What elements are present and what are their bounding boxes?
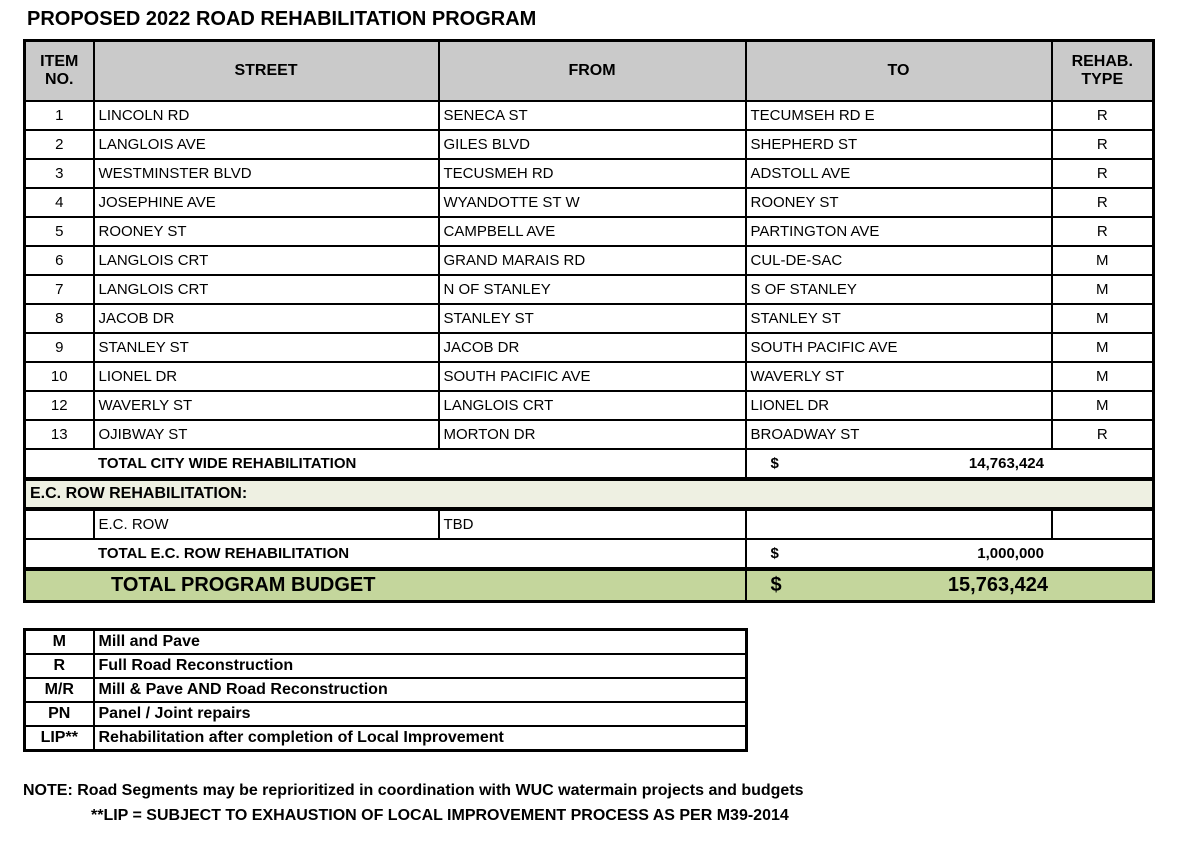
from-cell: SENECA ST bbox=[439, 101, 746, 130]
note bbox=[23, 778, 1152, 828]
rehab-type-cell: R bbox=[1052, 101, 1154, 130]
table-row bbox=[25, 159, 1154, 188]
to-cell bbox=[746, 509, 1052, 539]
legend-description: Rehabilitation after completion of Local Improvement bbox=[94, 726, 747, 751]
street-cell: STANLEY ST bbox=[94, 333, 439, 362]
ec-row-section-header bbox=[25, 479, 1154, 509]
legend-description: Full Road Reconstruction bbox=[94, 654, 747, 678]
legend-code: LIP** bbox=[25, 726, 94, 751]
currency-symbol: $ bbox=[770, 454, 779, 472]
from-cell: GRAND MARAIS RD bbox=[439, 246, 746, 275]
table-row bbox=[25, 188, 1154, 217]
total-program-budget-row bbox=[25, 569, 1154, 602]
from-cell: JACOB DR bbox=[439, 333, 746, 362]
total-program-budget-amount-cell bbox=[746, 569, 1154, 602]
legend-row bbox=[25, 678, 747, 702]
to-cell: CUL-DE-SAC bbox=[746, 246, 1052, 275]
rehab-type-cell: R bbox=[1052, 420, 1154, 449]
legend-code: R bbox=[25, 654, 94, 678]
note-text: Road Segments may be reprioritized in coordination with WUC watermain projects and budgets bbox=[77, 782, 804, 799]
table-row bbox=[25, 217, 1154, 246]
to-cell: S OF STANLEY bbox=[746, 275, 1052, 304]
to-cell: BROADWAY ST bbox=[746, 420, 1052, 449]
to-cell: WAVERLY ST bbox=[746, 362, 1052, 391]
total-city-wide-amount-cell bbox=[746, 449, 1154, 479]
street-cell: LANGLOIS AVE bbox=[94, 130, 439, 159]
item-no: 13 bbox=[25, 420, 94, 449]
rehab-type-cell: R bbox=[1052, 130, 1154, 159]
legend-code: PN bbox=[25, 702, 94, 726]
col-header-street: STREET bbox=[94, 41, 439, 102]
to-cell: SOUTH PACIFIC AVE bbox=[746, 333, 1052, 362]
rehab-type-cell bbox=[1052, 509, 1154, 539]
street-cell: ROONEY ST bbox=[94, 217, 439, 246]
rehab-type-legend bbox=[23, 628, 748, 752]
total-ec-row-amount-cell bbox=[746, 539, 1154, 569]
col-header-rehab-type: REHAB. TYPE bbox=[1052, 41, 1154, 102]
street-cell: OJIBWAY ST bbox=[94, 420, 439, 449]
street-cell: JOSEPHINE AVE bbox=[94, 188, 439, 217]
page-title: PROPOSED 2022 ROAD REHABILITATION PROGRAM bbox=[27, 8, 537, 30]
item-no: 7 bbox=[25, 275, 94, 304]
total-ec-row-amount: 1,000,000 bbox=[977, 544, 1044, 562]
table-row bbox=[25, 420, 1154, 449]
currency-symbol: $ bbox=[770, 544, 779, 562]
from-cell: N OF STANLEY bbox=[439, 275, 746, 304]
total-ec-row bbox=[25, 539, 1154, 569]
to-cell: PARTINGTON AVE bbox=[746, 217, 1052, 246]
legend-row bbox=[25, 630, 747, 655]
item-no bbox=[25, 509, 94, 539]
total-city-wide-amount: 14,763,424 bbox=[968, 454, 1044, 472]
col-header-from: FROM bbox=[439, 41, 746, 102]
ec-row-section-label: E.C. ROW REHABILITATION: bbox=[25, 479, 1154, 509]
item-no: 1 bbox=[25, 101, 94, 130]
table-row bbox=[25, 130, 1154, 159]
street-cell: WAVERLY ST bbox=[94, 391, 439, 420]
street-cell: LINCOLN RD bbox=[94, 101, 439, 130]
item-no: 4 bbox=[25, 188, 94, 217]
item-no: 8 bbox=[25, 304, 94, 333]
to-cell: STANLEY ST bbox=[746, 304, 1052, 333]
legend-row bbox=[25, 702, 747, 726]
street-cell: LANGLOIS CRT bbox=[94, 246, 439, 275]
col-header-item-no: ITEM NO. bbox=[25, 41, 94, 102]
legend-code: M/R bbox=[25, 678, 94, 702]
street-cell: JACOB DR bbox=[94, 304, 439, 333]
from-cell: SOUTH PACIFIC AVE bbox=[439, 362, 746, 391]
item-no: 12 bbox=[25, 391, 94, 420]
road-program-table bbox=[23, 39, 1155, 603]
note-line-1 bbox=[23, 778, 1152, 803]
from-cell: LANGLOIS CRT bbox=[439, 391, 746, 420]
rehab-type-cell: M bbox=[1052, 246, 1154, 275]
to-cell: ADSTOLL AVE bbox=[746, 159, 1052, 188]
rehab-type-cell: M bbox=[1052, 362, 1154, 391]
total-program-budget-amount: 15,763,424 bbox=[947, 574, 1048, 596]
street-cell: LIONEL DR bbox=[94, 362, 439, 391]
from-cell: MORTON DR bbox=[439, 420, 746, 449]
item-no: 10 bbox=[25, 362, 94, 391]
table-row bbox=[25, 275, 1154, 304]
rehab-type-cell: M bbox=[1052, 275, 1154, 304]
to-cell: TECUMSEH RD E bbox=[746, 101, 1052, 130]
legend-description: Mill and Pave bbox=[94, 630, 747, 655]
rehab-type-cell: M bbox=[1052, 304, 1154, 333]
total-ec-row-label: TOTAL E.C. ROW REHABILITATION bbox=[25, 539, 746, 569]
rehab-type-cell: R bbox=[1052, 159, 1154, 188]
to-cell: ROONEY ST bbox=[746, 188, 1052, 217]
street-cell: WESTMINSTER BLVD bbox=[94, 159, 439, 188]
legend-row bbox=[25, 654, 747, 678]
street-cell: LANGLOIS CRT bbox=[94, 275, 439, 304]
from-cell: CAMPBELL AVE bbox=[439, 217, 746, 246]
legend-row bbox=[25, 726, 747, 751]
from-cell: GILES BLVD bbox=[439, 130, 746, 159]
ec-row-data-row bbox=[25, 509, 1154, 539]
header-row bbox=[25, 41, 1154, 102]
col-header-to: TO bbox=[746, 41, 1052, 102]
table-row bbox=[25, 101, 1154, 130]
total-program-budget-label: TOTAL PROGRAM BUDGET bbox=[25, 569, 746, 602]
legend-description: Panel / Joint repairs bbox=[94, 702, 747, 726]
from-cell: TBD bbox=[439, 509, 746, 539]
rehab-type-cell: M bbox=[1052, 391, 1154, 420]
from-cell: TECUSMEH RD bbox=[439, 159, 746, 188]
legend-description: Mill & Pave AND Road Reconstruction bbox=[94, 678, 747, 702]
table-row bbox=[25, 304, 1154, 333]
item-no: 3 bbox=[25, 159, 94, 188]
street-cell: E.C. ROW bbox=[94, 509, 439, 539]
note-prefix: NOTE: bbox=[23, 782, 73, 799]
total-city-wide-row bbox=[25, 449, 1154, 479]
item-no: 9 bbox=[25, 333, 94, 362]
item-no: 6 bbox=[25, 246, 94, 275]
to-cell: SHEPHERD ST bbox=[746, 130, 1052, 159]
table-row bbox=[25, 362, 1154, 391]
table-row bbox=[25, 333, 1154, 362]
from-cell: WYANDOTTE ST W bbox=[439, 188, 746, 217]
from-cell: STANLEY ST bbox=[439, 304, 746, 333]
item-no: 2 bbox=[25, 130, 94, 159]
rehab-type-cell: M bbox=[1052, 333, 1154, 362]
note-line-2: **LIP = SUBJECT TO EXHAUSTION OF LOCAL IMPROVEMENT PROCESS AS PER M39-2014 bbox=[91, 807, 789, 824]
currency-symbol: $ bbox=[770, 574, 782, 596]
item-no: 5 bbox=[25, 217, 94, 246]
legend-code: M bbox=[25, 630, 94, 655]
table-row bbox=[25, 246, 1154, 275]
rehab-type-cell: R bbox=[1052, 188, 1154, 217]
total-city-wide-label: TOTAL CITY WIDE REHABILITATION bbox=[25, 449, 746, 479]
rehab-type-cell: R bbox=[1052, 217, 1154, 246]
table-row bbox=[25, 391, 1154, 420]
to-cell: LIONEL DR bbox=[746, 391, 1052, 420]
